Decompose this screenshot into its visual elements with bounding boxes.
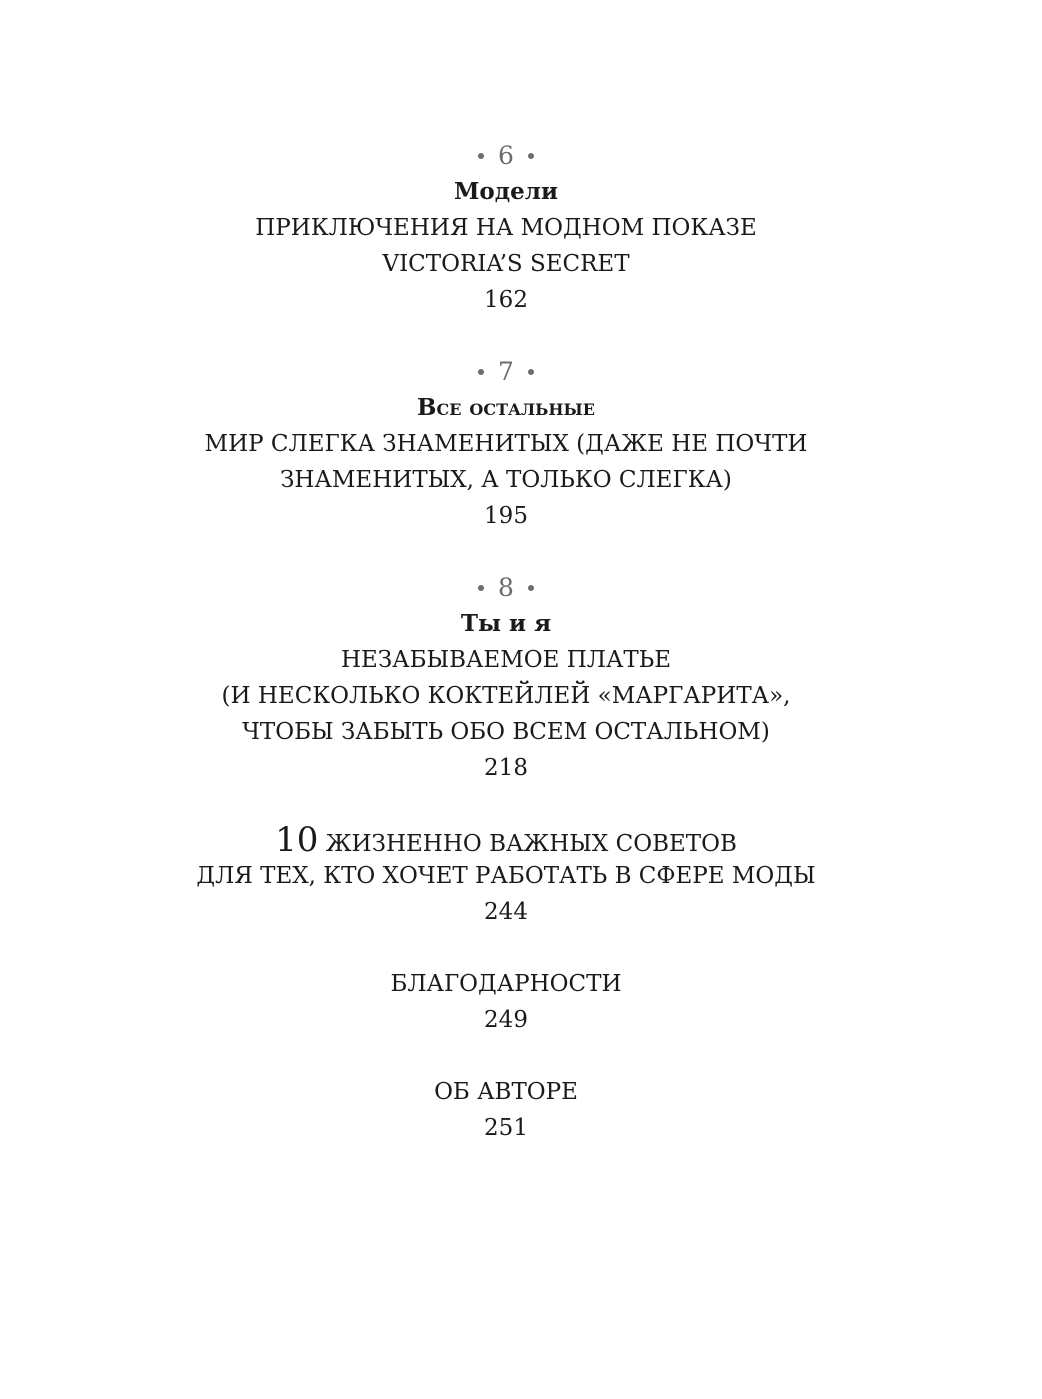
chapter-title: Все остальные: [417, 394, 595, 421]
bullet-dot-icon: [478, 585, 484, 591]
bullet-dot-icon: [478, 153, 484, 159]
advice-heading-text: ЖИЗНЕННО ВАЖНЫХ СОВЕТОВ: [325, 831, 737, 857]
toc-entry-chapter-7: [0, 354, 1012, 534]
chapter-number-value: 8: [498, 573, 514, 602]
toc-entry-chapter-8: [0, 570, 1012, 786]
advice-subheading: ДЛЯ ТЕХ, КТО ХОЧЕТ РАБОТАТЬ В СФЕРЕ МОДЫ: [196, 863, 816, 889]
chapter-subtitle-line: ПРИКЛЮЧЕНИЯ НА МОДНОМ ПОКАЗЕ: [255, 215, 757, 241]
chapter-subtitle-line: МИР СЛЕГКА ЗНАМЕНИТЫХ (ДАЖЕ НЕ ПОЧТИ: [204, 431, 808, 457]
acknowledgements-title: БЛАГОДАРНОСТИ: [390, 971, 622, 997]
chapter-number-value: 7: [498, 357, 514, 386]
bullet-dot-icon: [528, 369, 534, 375]
chapter-number: [0, 570, 1012, 606]
chapter-subtitle-line: (И НЕСКОЛЬКО КОКТЕЙЛЕЙ «МАРГАРИТА»,: [221, 683, 791, 709]
page-number: 244: [484, 899, 528, 925]
chapter-subtitle-line: ЧТОБЫ ЗАБЫТЬ ОБО ВСЕМ ОСТАЛЬНОМ): [242, 719, 770, 745]
chapter-subtitle-line: НЕЗАБЫВАЕМОЕ ПЛАТЬЕ: [340, 647, 672, 673]
page-number: 218: [484, 755, 528, 781]
page-number: 249: [484, 1007, 528, 1033]
chapter-number-value: 6: [498, 141, 514, 170]
chapter-number: [0, 354, 1012, 390]
bullet-dot-icon: [528, 585, 534, 591]
page-number: 162: [484, 287, 528, 313]
toc-entry-advice: [0, 822, 1012, 930]
bullet-dot-icon: [528, 153, 534, 159]
page-number: 195: [484, 503, 528, 529]
page-number: 251: [484, 1115, 528, 1141]
toc-entry-about-author: [0, 1074, 1012, 1146]
advice-number: 10: [275, 820, 319, 860]
toc-entry-acknowledgements: [0, 966, 1012, 1038]
toc-entry-chapter-6: [0, 138, 1012, 318]
chapter-number: [0, 138, 1012, 174]
chapter-subtitle-line: VICTORIA’S SECRET: [382, 251, 630, 277]
about-author-title: ОБ АВТОРЕ: [434, 1079, 578, 1105]
table-of-contents: [0, 138, 1012, 1146]
chapter-title: Ты и я: [460, 610, 552, 637]
chapter-title: Модели: [453, 178, 559, 205]
bullet-dot-icon: [478, 369, 484, 375]
chapter-subtitle-line: ЗНАМЕНИТЫХ, А ТОЛЬКО СЛЕГКА): [280, 467, 732, 493]
advice-heading: [0, 822, 1012, 858]
